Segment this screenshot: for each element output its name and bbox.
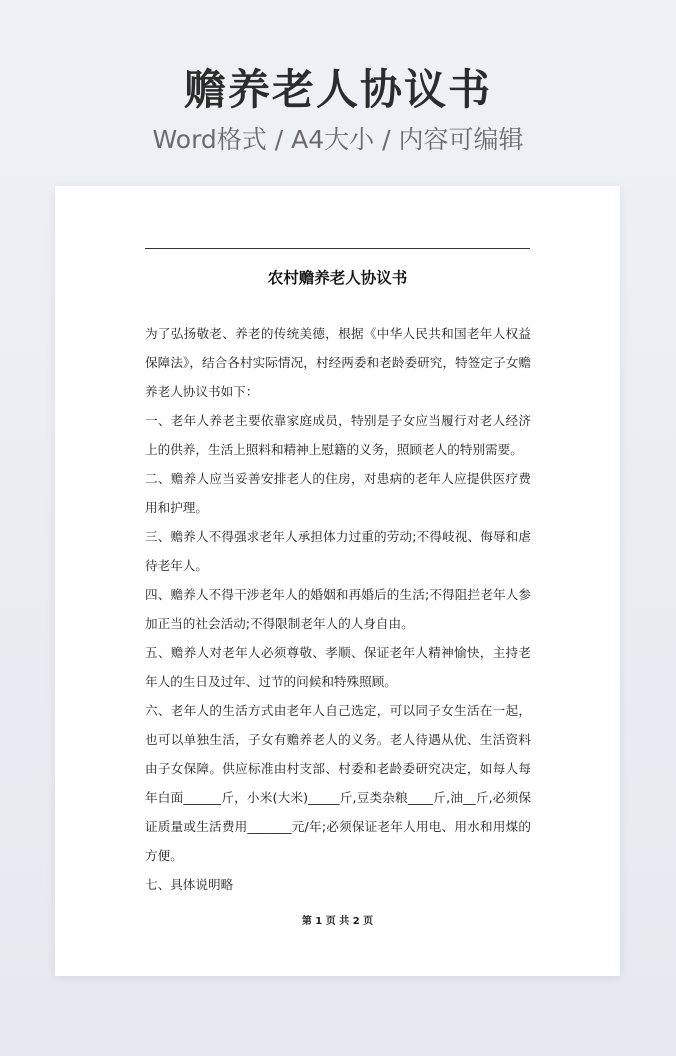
- paragraph-intro: 为了弘扬敬老、养老的传统美德，根据《中华人民共和国老年人权益保障法》，结合各村实际情况，村经两委和老龄委研究，特签定子女赡养老人协议书如下：: [145, 326, 531, 399]
- paragraph-clause-1: 一、老年人养老主要依靠家庭成员，特别是子女应当履行对老人经济上的供养，生活上照料和精神上慰籍的义务，照顾老人的特别需要。: [145, 413, 531, 457]
- paragraph-clause-2: 二、赡养人应当妥善安排老人的住房，对患病的老年人应提供医疗费用和护理。: [145, 471, 531, 515]
- paragraph-clause-4: 四、赡养人不得干涉老年人的婚姻和再婚后的生活;不得阻拦老年人参加正当的社会活动;不得限制老年人的人身自由。: [145, 587, 531, 631]
- page-number: 第 1 页 共 2 页: [301, 916, 374, 927]
- page-header: [0, 62, 676, 156]
- page-subtitle: Word格式 / A4大小 / 内容可编辑: [152, 125, 524, 154]
- document-body: [145, 319, 531, 899]
- document-title: 农村赡养老人协议书: [267, 269, 408, 287]
- header-rule: [145, 248, 530, 249]
- paragraph-clause-7: 七、具体说明略: [145, 877, 234, 892]
- paragraph-clause-3: 三、赡养人不得强求老年人承担体力过重的劳动;不得岐视、侮辱和虐待老年人。: [145, 529, 531, 573]
- paragraph-clause-5: 五、赡养人对老年人必须尊敬、孝顺、保证老年人精神愉快，主持老年人的生日及过年、过节的问候和特殊照顾。: [145, 645, 531, 689]
- paragraph-clause-6: 六、老年人的生活方式由老年人自己选定，可以同子女生活在一起，也可以单独生活，子女有赡养老人的义务。老人待遇从优、生活资料由子女保障。供应标准由村支部、村委和老龄委研究决定，如每人每年白面______斤，小米(大米)_____斤,豆类杂粮____斤,油__斤,必须保证质量或生活费用_______元/年;必须保证老年人用电、用水和用煤的方便。: [145, 703, 531, 863]
- page-title: 赡养老人协议书: [183, 65, 492, 114]
- document-page: [55, 186, 620, 976]
